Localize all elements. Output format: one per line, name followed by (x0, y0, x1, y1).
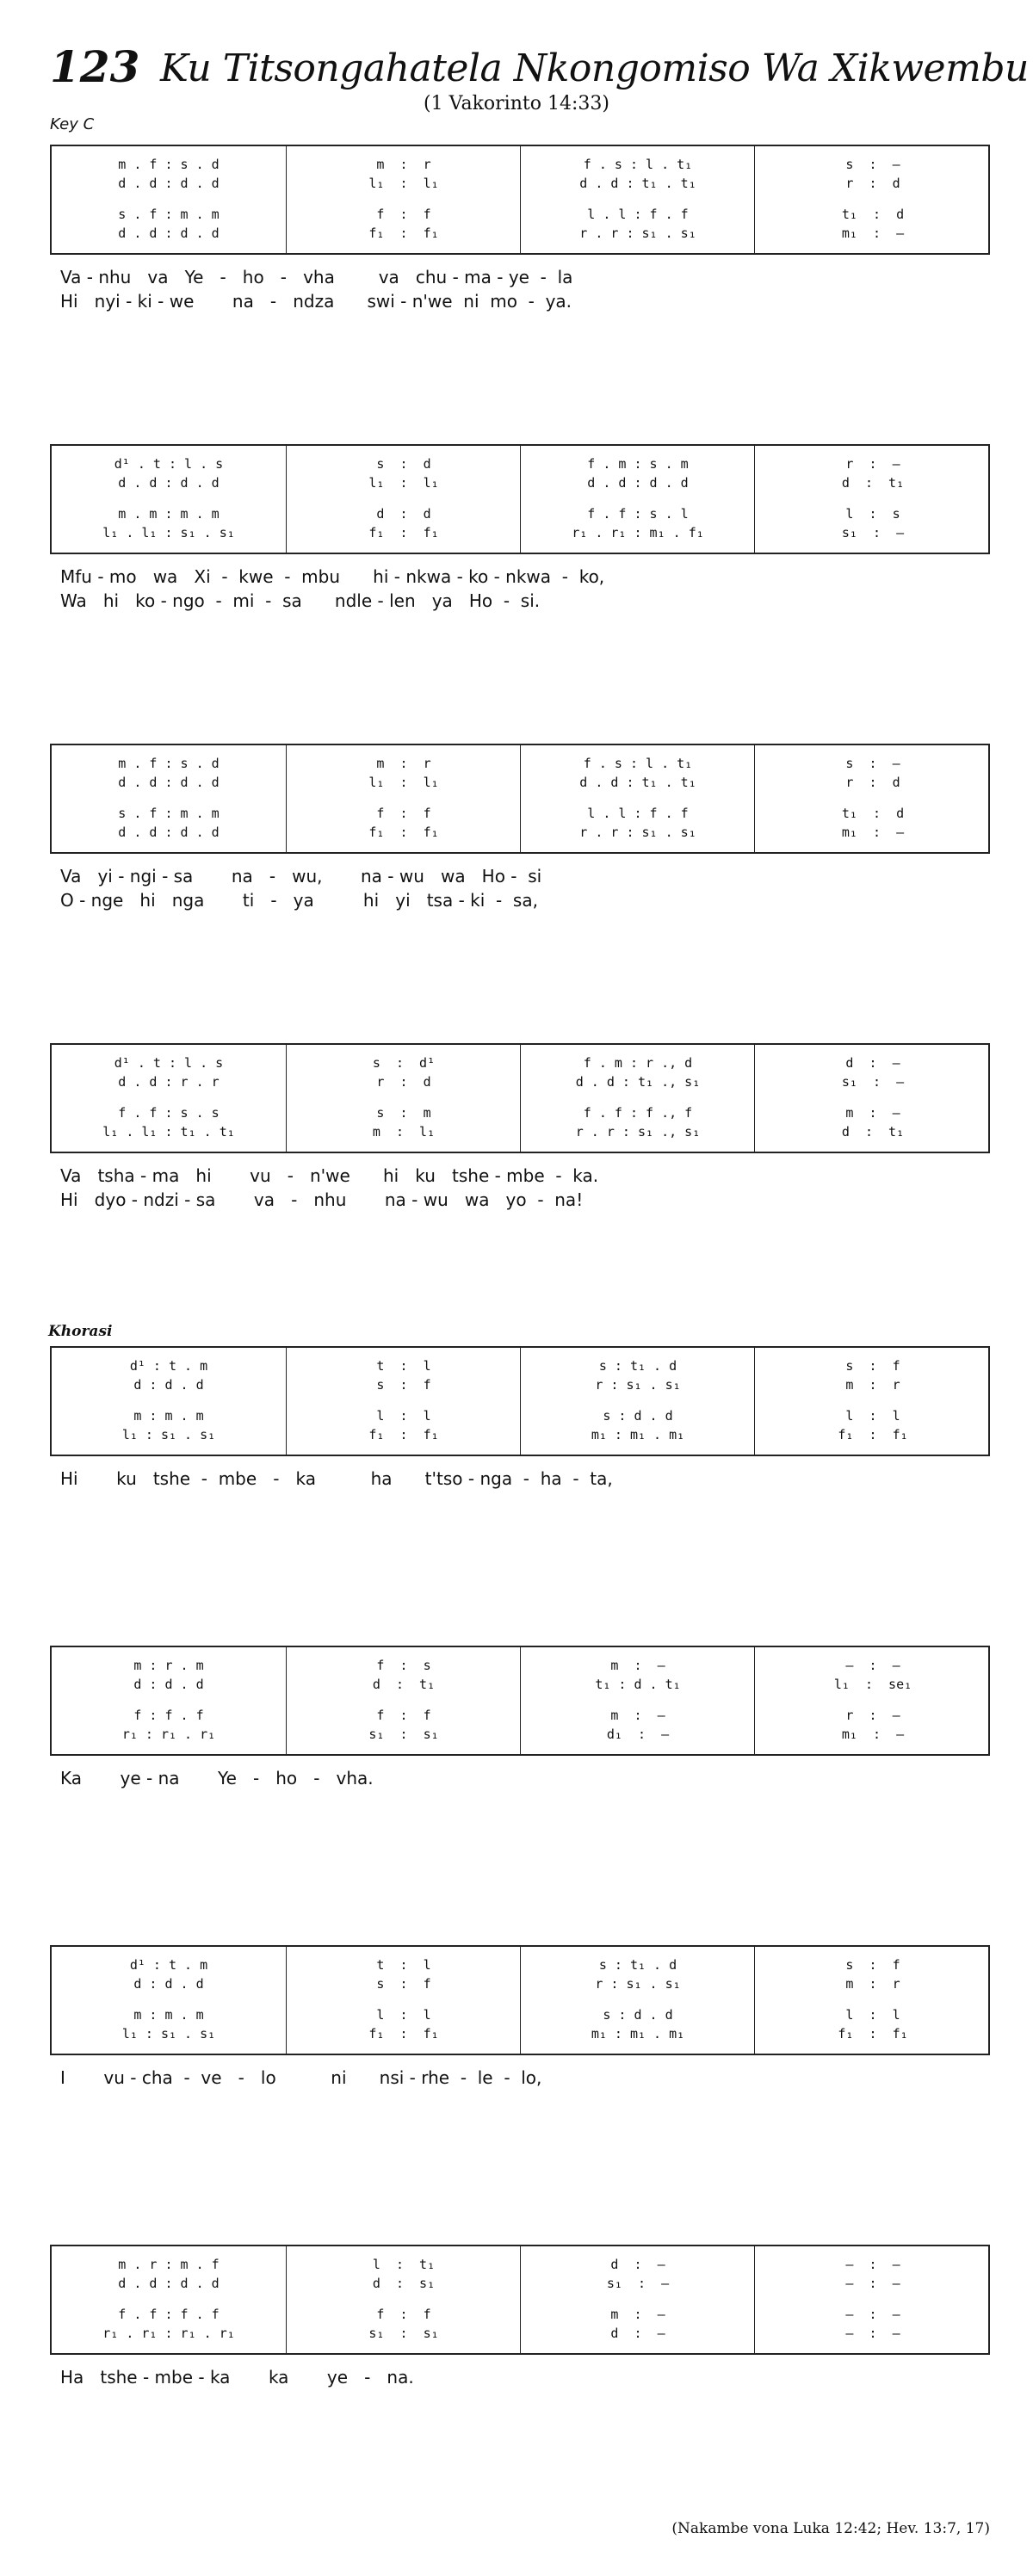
solfa-part: r : s₁ . s₁ (595, 1976, 681, 1992)
solfa-part: d : s₁ (372, 2276, 436, 2291)
measure (286, 1947, 521, 2054)
solfa-part: l₁ : s₁ . s₁ (121, 2026, 216, 2042)
solfa-part: s₁ : — (606, 2276, 670, 2291)
hymn-number: 123 (50, 41, 140, 92)
solfa-part: m : r (845, 1377, 900, 1393)
solfa-part: m₁ : m₁ . m₁ (591, 2026, 685, 2042)
lyric-line: Hi dyo - ndzi - sa va - nhu na - wu wa yo - na! (60, 1189, 584, 1210)
solfa-part: d₁ : — (606, 1727, 670, 1742)
solfa-part: m₁ : — (841, 825, 905, 840)
measure (286, 1647, 521, 1754)
solfa-part: l : l (845, 1408, 900, 1424)
solfa-part: f . f : f ., f (583, 1105, 693, 1121)
system-2 (50, 444, 990, 554)
solfa-part: d . d : d . d (118, 825, 220, 840)
solfa-part: s : f (845, 1957, 900, 1973)
solfa-part: d : — (845, 1055, 900, 1071)
solfa-part: r : d (845, 176, 900, 191)
solfa-part: f : f (376, 806, 431, 821)
lyric-line: Va - nhu va Ye - ho - vha va chu - ma - ye - la (60, 267, 573, 287)
solfa-part: f . f : s . s (118, 1105, 220, 1121)
solfa-part: f₁ : f₁ (838, 1427, 908, 1442)
solfa-part: m . m : m . m (118, 506, 220, 522)
solfa-part: s : f (845, 1358, 900, 1374)
measure (286, 446, 521, 553)
solfa-part: d : — (610, 2326, 665, 2341)
solfa-part: f₁ : f₁ (368, 225, 439, 241)
solfa-part: d¹ : t . m (129, 1358, 208, 1374)
solfa-part: f₁ : f₁ (368, 825, 439, 840)
measure (754, 146, 991, 253)
solfa-part: d : — (610, 2257, 665, 2272)
solfa-part: d : d . d (133, 1976, 204, 1992)
solfa-part: t : l (376, 1957, 431, 1973)
solfa-part: f . f : s . l (587, 506, 689, 522)
solfa-part: l₁ : l₁ (368, 775, 439, 790)
solfa-part: d¹ : t . m (129, 1957, 208, 1973)
lyric-line: I vu - cha - ve - lo ni nsi - rhe - le - lo, (60, 2067, 542, 2088)
solfa-part: m : r (376, 756, 431, 771)
solfa-part: s : — (845, 756, 900, 771)
solfa-part: f₁ : f₁ (368, 1427, 439, 1442)
solfa-part: m : — (610, 1708, 665, 1723)
lyric-line: Va tsha - ma hi vu - n'we hi ku tshe - mbe - ka. (60, 1165, 599, 1186)
measure (52, 1647, 286, 1754)
solfa-part: s : d¹ (372, 1055, 436, 1071)
solfa-part: f : f (376, 2307, 431, 2322)
solfa-part: f . f : f . f (118, 2307, 220, 2322)
solfa-part: s : t₁ . d (598, 1957, 677, 1973)
solfa-part: m : r (845, 1976, 900, 1992)
solfa-part: l₁ . l₁ : s₁ . s₁ (102, 525, 235, 541)
measure (754, 745, 991, 852)
solfa-part: s : d (376, 456, 431, 472)
solfa-part: l . l : f . f (587, 806, 689, 821)
solfa-part: m : — (610, 2307, 665, 2322)
solfa-part: f . m : s . m (587, 456, 689, 472)
lyric-line: Ka ye - na Ye - ho - vha. (60, 1768, 374, 1788)
measure (520, 1947, 755, 2054)
measure (286, 1348, 521, 1455)
solfa-part: f . s : l . t₁ (583, 157, 693, 172)
solfa-part: f₁ : f₁ (838, 2026, 908, 2042)
title-row (50, 41, 1029, 93)
solfa-part: r . r : s₁ . s₁ (579, 225, 696, 241)
solfa-part: d : t₁ (841, 1124, 905, 1140)
solfa-part: d . d : r . r (118, 1074, 220, 1090)
measure (754, 1348, 991, 1455)
solfa-part: s₁ : — (841, 1074, 905, 1090)
solfa-part: r : d (376, 1074, 431, 1090)
solfa-part: d . d : d . d (118, 176, 220, 191)
solfa-part: f₁ : f₁ (368, 2026, 439, 2042)
solfa-part: l : l (845, 2007, 900, 2023)
solfa-part: s . f : m . m (118, 207, 220, 222)
solfa-part: l : l (376, 1408, 431, 1424)
measure (52, 446, 286, 553)
solfa-part: m . f : s . d (118, 157, 220, 172)
solfa-part: d . d : d . d (118, 475, 220, 491)
solfa-part: l₁ : l₁ (368, 475, 439, 491)
solfa-part: l₁ : l₁ (368, 176, 439, 191)
solfa-part: r₁ . r₁ : r₁ . r₁ (102, 2326, 235, 2341)
solfa-part: d : d . d (133, 1377, 204, 1393)
footer-reference: (Nakambe vona Luka 12:42; Hev. 13:7, 17) (671, 2520, 990, 2537)
solfa-part: d : t₁ (841, 475, 905, 491)
solfa-part: t₁ : d . t₁ (595, 1677, 681, 1692)
solfa-part: m₁ : — (841, 225, 905, 241)
measure (520, 1647, 755, 1754)
solfa-part: d¹ . t : l . s (114, 1055, 224, 1071)
lyric-line: Hi nyi - ki - we na - ndza swi - n'we ni mo - ya. (60, 291, 572, 312)
solfa-part: t₁ : d (841, 207, 905, 222)
hymn-title: Ku Titsongahatela Nkongomiso Wa Xikwembu (160, 46, 1029, 90)
solfa-part: m₁ : m₁ . m₁ (591, 1427, 685, 1442)
chorus-label: Khorasi (48, 1323, 113, 1340)
measure (286, 745, 521, 852)
lyric-line: Mfu - mo wa Xi - kwe - mbu hi - nkwa - ko - nkwa - ko, (60, 566, 605, 587)
solfa-part: m : r . m (133, 1658, 204, 1673)
solfa-part: l . l : f . f (587, 207, 689, 222)
measure (52, 745, 286, 852)
solfa-part: d . d : t₁ . t₁ (579, 176, 696, 191)
solfa-part: s : d . d (603, 1408, 673, 1424)
solfa-part: d . d : t₁ . t₁ (579, 775, 696, 790)
system-6 (50, 1646, 990, 1756)
solfa-part: f . m : r ., d (583, 1055, 693, 1071)
solfa-part: m : l₁ (372, 1124, 436, 1140)
lyric-line: Wa hi ko - ngo - mi - sa ndle - len ya Ho - si. (60, 590, 541, 611)
solfa-part: d¹ . t : l . s (114, 456, 224, 472)
solfa-part: s₁ : s₁ (368, 2326, 439, 2341)
solfa-part: m : — (845, 1105, 900, 1121)
solfa-part: s₁ : — (841, 525, 905, 541)
solfa-part: f : s (376, 1658, 431, 1673)
measure (52, 146, 286, 253)
solfa-part: r : — (845, 1708, 900, 1723)
measure (286, 146, 521, 253)
measure (52, 1045, 286, 1152)
solfa-part: m . f : s . d (118, 756, 220, 771)
measure (520, 745, 755, 852)
solfa-part: s : f (376, 1976, 431, 1992)
lyric-line: O - nge hi nga ti - ya hi yi tsa - ki - sa, (60, 890, 538, 911)
system-7 (50, 1945, 990, 2055)
measure (52, 1947, 286, 2054)
solfa-part: l₁ . l₁ : t₁ . t₁ (102, 1124, 235, 1140)
solfa-part: d . d : d . d (118, 775, 220, 790)
solfa-part: f . s : l . t₁ (583, 756, 693, 771)
system-1 (50, 145, 990, 255)
solfa-part: s . f : m . m (118, 806, 220, 821)
solfa-part: s : d . d (603, 2007, 673, 2023)
system-4 (50, 1043, 990, 1153)
solfa-part: s₁ : s₁ (368, 1727, 439, 1742)
measure (286, 2246, 521, 2353)
solfa-part: s : t₁ . d (598, 1358, 677, 1374)
system-3 (50, 744, 990, 854)
solfa-part: m . r : m . f (118, 2257, 220, 2272)
solfa-part: — : — (845, 2276, 900, 2291)
scripture-reference: (1 Vakorinto 14:33) (424, 93, 609, 114)
solfa-part: s : m (376, 1105, 431, 1121)
lyric-line: Ha tshe - mbe - ka ka ye - na. (60, 2367, 414, 2388)
solfa-part: m : m . m (133, 2007, 204, 2023)
solfa-part: l₁ : s₁ . s₁ (121, 1427, 216, 1442)
solfa-part: r₁ . r₁ : m₁ . f₁ (572, 525, 704, 541)
solfa-part: f : f (376, 207, 431, 222)
measure (520, 1045, 755, 1152)
solfa-part: — : — (845, 2326, 900, 2341)
solfa-part: l : t₁ (372, 2257, 436, 2272)
measure (754, 446, 991, 553)
solfa-part: — : — (845, 1658, 900, 1673)
solfa-part: — : — (845, 2257, 900, 2272)
solfa-part: d : d (376, 506, 431, 522)
measure (520, 446, 755, 553)
solfa-part: t₁ : d (841, 806, 905, 821)
measure (52, 1348, 286, 1455)
solfa-part: d . d : d . d (587, 475, 689, 491)
measure (754, 1045, 991, 1152)
solfa-part: d . d : d . d (118, 2276, 220, 2291)
system-5 (50, 1346, 990, 1456)
measure (520, 2246, 755, 2353)
solfa-part: m : r (376, 157, 431, 172)
solfa-part: r . r : s₁ ., s₁ (575, 1124, 701, 1140)
solfa-part: m₁ : — (841, 1727, 905, 1742)
measure (754, 1947, 991, 2054)
measure (52, 2246, 286, 2353)
solfa-part: l : s (845, 506, 900, 522)
measure (520, 1348, 755, 1455)
key-signature: Key C (50, 115, 95, 133)
measure (286, 1045, 521, 1152)
solfa-part: l : l (376, 2007, 431, 2023)
measure (520, 146, 755, 253)
solfa-part: d : d . d (133, 1677, 204, 1692)
solfa-part: d . d : d . d (118, 225, 220, 241)
measure (754, 2246, 991, 2353)
lyric-line: Hi ku tshe - mbe - ka ha t'tso - nga - ha - ta, (60, 1468, 613, 1489)
solfa-part: m : m . m (133, 1408, 204, 1424)
solfa-part: t : l (376, 1358, 431, 1374)
solfa-part: s : f (376, 1377, 431, 1393)
solfa-part: f : f . f (133, 1708, 204, 1723)
solfa-part: r . r : s₁ . s₁ (579, 825, 696, 840)
solfa-part: f₁ : f₁ (368, 525, 439, 541)
solfa-part: r : s₁ . s₁ (595, 1377, 681, 1393)
lyric-line: Va yi - ngi - sa na - wu, na - wu wa Ho - si (60, 866, 542, 886)
solfa-part: — : — (845, 2307, 900, 2322)
solfa-part: l₁ : se₁ (833, 1677, 912, 1692)
solfa-part: m : — (610, 1658, 665, 1673)
solfa-part: d . d : t₁ ., s₁ (575, 1074, 701, 1090)
solfa-part: f : f (376, 1708, 431, 1723)
solfa-part: r₁ : r₁ . r₁ (121, 1727, 216, 1742)
solfa-part: r : — (845, 456, 900, 472)
solfa-part: s : — (845, 157, 900, 172)
solfa-part: d : t₁ (372, 1677, 436, 1692)
measure (754, 1647, 991, 1754)
solfa-part: r : d (845, 775, 900, 790)
system-8 (50, 2245, 990, 2355)
